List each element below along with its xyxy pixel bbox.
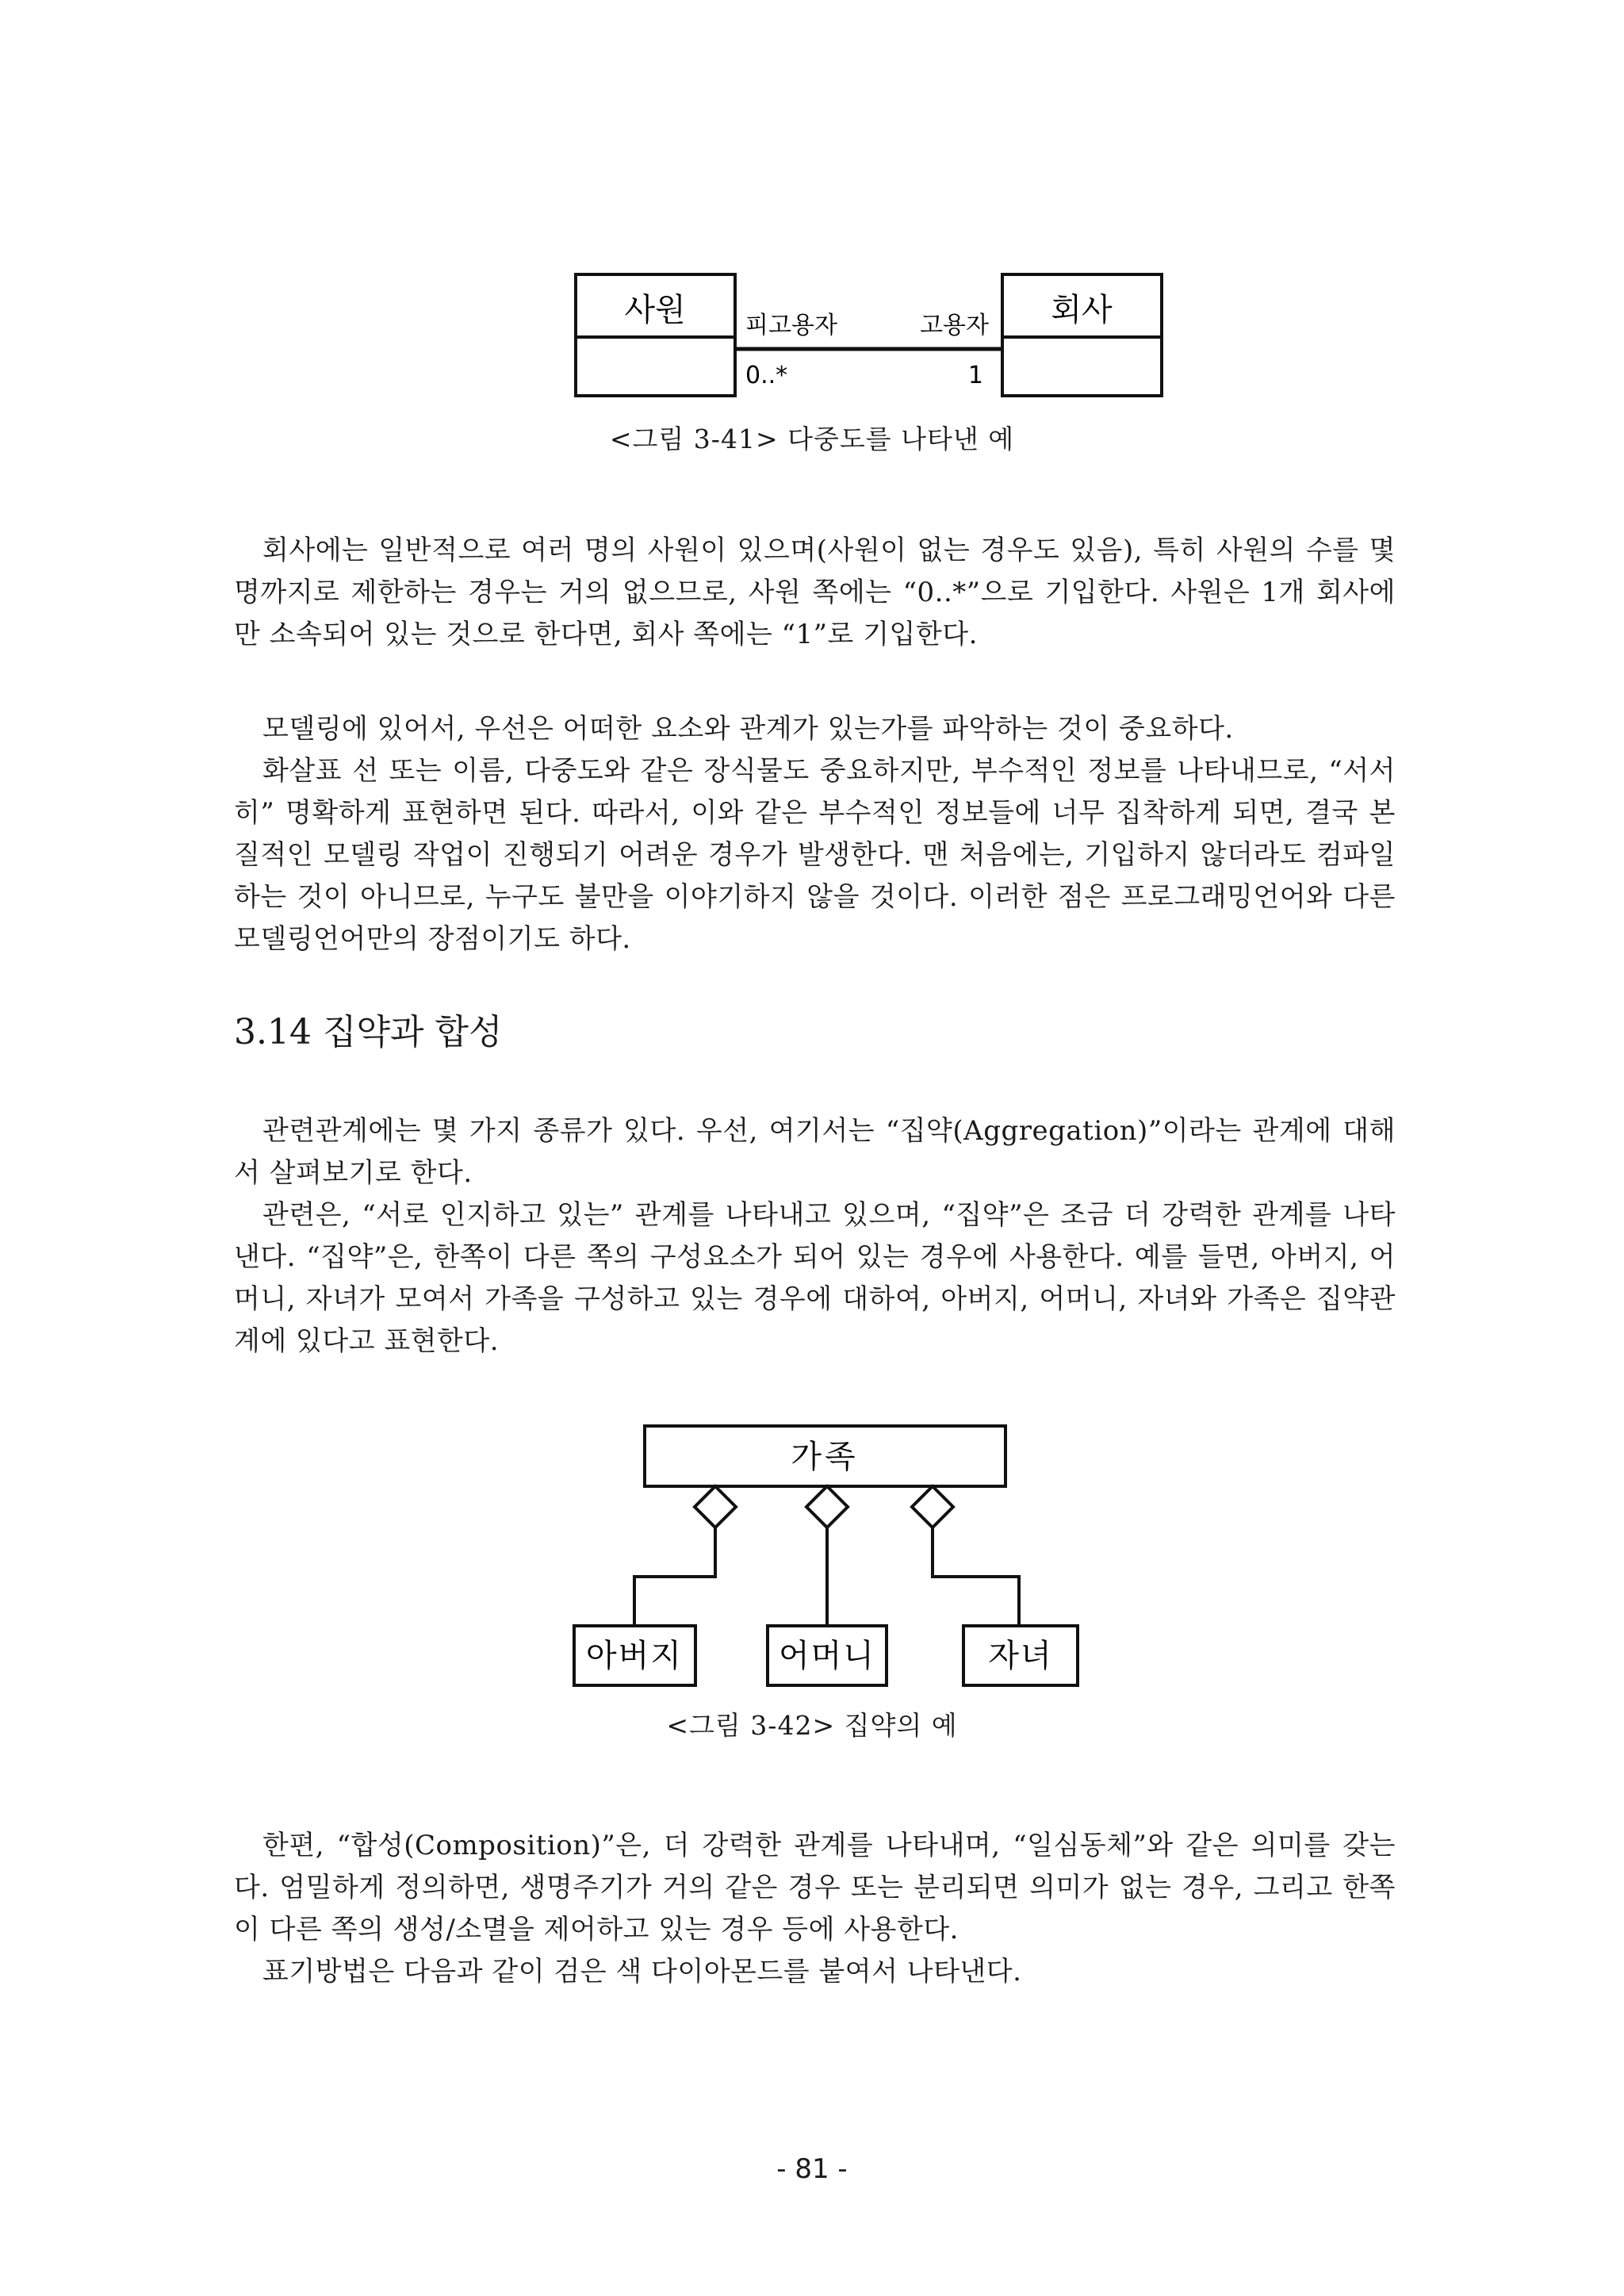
paragraph-text: 회사에는 일반적으로 여러 명의 사원이 있으며(사원이 없는 경우도 있음), 특히 사원의 수를 몇 명까지로 제한하는 경우는 거의 없으므로, 사원 쪽에는 “0..*”으로 기입한다. 사원은 1개 회사에만 소속되어 있는 것으로 한다면, 회사 쪽에는 “1”로 기입한다.: [234, 535, 1396, 650]
paragraph-text: 관련은, “서로 인지하고 있는” 관계를 나타내고 있으며, “집약”은 조금 더 강력한 관계를 나타낸다. “집약”은, 한쪽이 다른 쪽의 구성요소가 되어 있는 경우에 사용한다. 예를 들면, 아버지, 어머니, 자녀가 모여서 가족을 구성하고 있는 경우에 대하여, 아버지, 어머니, 자녀와 가족은 집약관계에 있다고 표현한다.: [234, 1199, 1396, 1357]
paragraph-text: 한편, “합성(Composition)”은, 더 강력한 관계를 나타내며, “일심동체”와 같은 의미를 갖는다. 엄밀하게 정의하면, 생명주기가 거의 같은 경우 또는 분리되면 의미가 없는 경우, 그리고 한쪽이 다른 쪽의 생성/소멸을 제어하고 있는 경우 등에 사용한다.: [234, 1830, 1396, 1945]
paragraph-text: 모델링에 있어서, 우선은 어떠한 요소와 관계가 있는가를 파악하는 것이 중요하다.: [262, 713, 1234, 745]
figure-caption-41: <그림 3-41> 다중도를 나타낸 예: [609, 424, 1015, 454]
figure-caption-42: <그림 3-42> 집약의 예: [666, 1710, 958, 1741]
aggregation-diamond-3: [912, 1486, 953, 1527]
paragraph-composition: [234, 1825, 1396, 1993]
role-employer: 고용자: [920, 312, 989, 339]
class-name-family: 가족: [791, 1439, 859, 1475]
role-employee: 피고용자: [745, 312, 837, 339]
class-box-employee: [576, 274, 735, 396]
multiplicity-company: 1: [967, 362, 983, 389]
class-box-mother: [768, 1626, 887, 1685]
paragraph-text: 관련관계에는 몇 가지 종류가 있다. 우선, 여기서는 “집약(Aggregation)”이라는 관계에 대해서 살펴보기로 한다.: [234, 1115, 1396, 1189]
paragraph-multiplicity: [234, 530, 1396, 656]
paragraph-modeling: [234, 708, 1396, 960]
class-name-mother: 어머니: [779, 1638, 875, 1674]
aggregation-diamond-2: [806, 1486, 848, 1527]
class-box-father: [574, 1626, 695, 1685]
aggregation-line-3: [933, 1527, 1019, 1626]
paragraph-text: 화살표 선 또는 이름, 다중도와 같은 장식물도 중요하지만, 부수적인 정보를 나타내므로, “서서히” 명확하게 표현하면 된다. 따라서, 이와 같은 부수적인 정보들에 너무 집착하게 되면, 결국 본질적인 모델링 작업이 진행되기 어려운 경우가 발생한다. 맨 처음에는, 기입하지 않더라도 컴파일하는 것이 아니므로, 누구도 불만을 이야기하지 않을 것이다. 이러한 점은 프로그래밍언어와 다른 모델링언어만의 장점이기도 하다.: [234, 755, 1396, 955]
section-heading: 3.14 집약과 합성: [234, 1012, 503, 1052]
class-name-employee: 사원: [624, 292, 686, 328]
class-box-company: [1002, 274, 1162, 396]
paragraph-aggregation: [234, 1110, 1396, 1363]
class-box-family: [645, 1426, 1005, 1486]
class-name-child: 자녀: [988, 1638, 1053, 1674]
class-name-company: 회사: [1051, 292, 1113, 328]
paragraph-text: 표기방법은 다음과 같이 검은 색 다이아몬드를 붙여서 나타낸다.: [262, 1956, 1022, 1987]
class-name-father: 아버지: [586, 1638, 683, 1674]
multiplicity-employee: 0..*: [745, 362, 788, 389]
page-number: - 81 -: [776, 2153, 848, 2185]
aggregation-diamond-1: [695, 1486, 736, 1527]
aggregation-line-1: [634, 1527, 715, 1626]
class-box-child: [963, 1626, 1078, 1685]
